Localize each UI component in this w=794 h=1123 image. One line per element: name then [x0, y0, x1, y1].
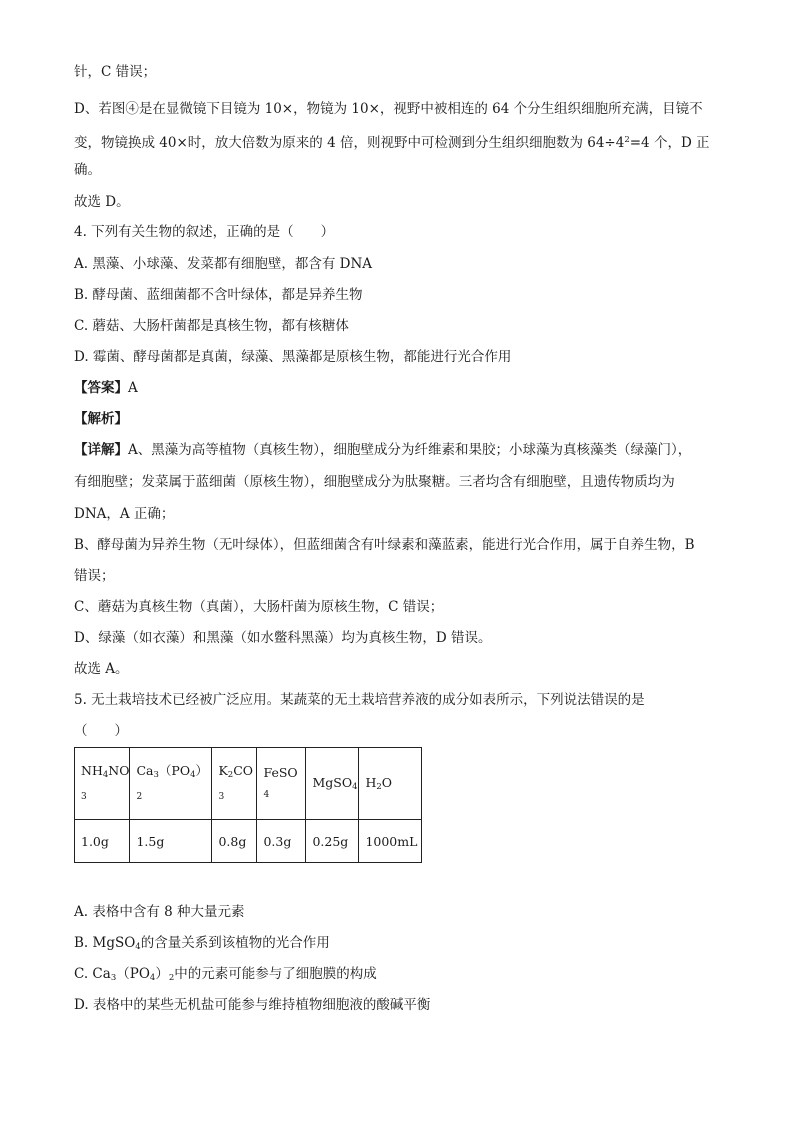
- text-part: ）: [155, 966, 169, 982]
- text-line: 确。: [74, 162, 101, 178]
- text-line: 针，C 错误；: [74, 64, 157, 80]
- subscript: 3: [153, 769, 159, 780]
- question-4-stem: 4. 下列有关生物的叙述，正确的是（ ）: [74, 224, 335, 240]
- formula: H: [365, 775, 377, 790]
- table-cell: [130, 748, 212, 820]
- subscript: 4: [263, 789, 270, 800]
- table-cell: 0.3g: [257, 820, 306, 863]
- formula: ）: [195, 762, 209, 778]
- explanation-line: [74, 440, 724, 460]
- text-line: D、若图④是在显微镜下目镜为 10×，物镜为 10×，视野中被相连的 64 个分生组织细胞所充满，目镜不: [74, 101, 703, 117]
- formula: NO: [108, 762, 130, 778]
- table-cell: [212, 748, 257, 820]
- analysis-label: 【解析】: [74, 411, 128, 427]
- table-cell: 0.8g: [212, 820, 257, 863]
- text-part: （PO: [116, 966, 150, 982]
- explanation-line: C、蘑菇为真核生物（真菌），大肠杆菌为原核生物，C 错误；: [74, 599, 444, 615]
- detail-tag: 【详解】: [74, 442, 128, 458]
- option-c: [74, 964, 724, 988]
- subscript: 4: [352, 782, 358, 792]
- subscript: 3: [81, 791, 87, 802]
- formula: MgSO: [312, 775, 353, 790]
- table-cell: 1.0g: [75, 820, 130, 863]
- subscript: 4: [135, 942, 141, 952]
- text-part: 的含量关系到该植物的光合作用: [140, 935, 330, 951]
- subscript: 3: [218, 791, 225, 802]
- subscript: 4: [102, 769, 109, 780]
- analysis-tag: [74, 409, 724, 429]
- subscript: 4: [149, 973, 156, 983]
- formula: K: [218, 762, 228, 778]
- text-part: B. MgSO: [74, 935, 136, 951]
- formula: FeSO: [263, 764, 298, 780]
- table-value-row: [75, 820, 422, 863]
- table-cell: 1.5g: [130, 820, 212, 863]
- option-c: C. 蘑菇、大肠杆菌都是真核生物，都有核糖体: [74, 318, 349, 334]
- option-a: A. 黑藻、小球藻、发菜都有细胞壁，都含有 DNA: [74, 256, 373, 272]
- formula: O: [381, 775, 393, 790]
- text-line: [74, 130, 724, 153]
- explanation-line: B、酵母菌为异养生物（无叶绿体），但蓝细菌含有叶绿素和藻蓝素，能进行光合作用，属于自养生物，B: [74, 537, 695, 553]
- explanation-line: 错误；: [74, 568, 115, 584]
- subscript: 2: [227, 769, 234, 780]
- subscript: 2: [136, 791, 143, 802]
- formula: NH: [81, 762, 103, 778]
- nutrient-table: [74, 747, 422, 863]
- table-cell: 0.25g: [306, 820, 359, 863]
- question-5-stem-cont: （ ）: [74, 723, 128, 739]
- text-part: =4 个，D 正: [629, 135, 710, 151]
- option-d: D. 表格中的某些无机盐可能参与维持植物细胞液的酸碱平衡: [74, 997, 431, 1013]
- subscript: 3: [110, 973, 117, 983]
- subscript: 4: [190, 769, 196, 780]
- option-b: [74, 933, 724, 957]
- explanation-line: 有细胞壁；发菜属于蓝细菌（原核生物），细胞壁成分为肽聚糖。三者均含有细胞壁，且遗传物质均为: [74, 474, 675, 490]
- table-cell: 1000mL: [359, 820, 422, 863]
- text-line: 故选 D。: [74, 194, 130, 210]
- explanation-line: 故选 A。: [74, 661, 129, 677]
- table-cell: [306, 748, 359, 820]
- subscript: 2: [168, 973, 175, 983]
- table-cell: [359, 748, 422, 820]
- formula: Ca: [136, 762, 154, 778]
- table-header-row: [75, 748, 422, 820]
- explanation-text: A、黑藻为高等植物（真核生物），细胞壁成分为纤维素和果胶；小球藻为真核藻类（绿藻门），: [128, 442, 692, 458]
- table-cell: [75, 748, 130, 820]
- option-b: B. 酵母菌、蓝细菌都不含叶绿体，都是异养生物: [74, 287, 363, 303]
- option-d: D. 霉菌、酵母菌都是真菌，绿藻、黑藻都是原核生物，都能进行光合作用: [74, 349, 512, 365]
- explanation-line: D、绿藻（如衣藻）和黑藻（如水鳖科黑藻）均为真核生物，D 错误。: [74, 630, 492, 646]
- explanation-line: DNA，A 正确；: [74, 506, 175, 522]
- question-5-stem: 5. 无土栽培技术已经被广泛应用。某蔬菜的无土栽培营养液的成分如表所示，下列说法错误的是: [74, 692, 645, 708]
- answer-tag: 【答案】: [74, 380, 128, 396]
- text-part: C. Ca: [74, 966, 111, 982]
- formula: CO: [233, 762, 254, 778]
- text-part: 变，物镜换成 40×时，放大倍数为原来的 4 倍，则视野中可检测到分生组织细胞数为 64÷4: [74, 135, 625, 151]
- answer-value: A: [128, 380, 138, 396]
- answer-line: [74, 378, 724, 398]
- option-a: A. 表格中含有 8 种大量元素: [74, 904, 245, 920]
- formula: （PO: [158, 762, 191, 778]
- table-cell: [257, 748, 306, 820]
- subscript: 2: [376, 782, 382, 792]
- superscript: 2: [624, 135, 630, 145]
- text-part: 中的元素可能参与了细胞膜的构成: [174, 966, 377, 982]
